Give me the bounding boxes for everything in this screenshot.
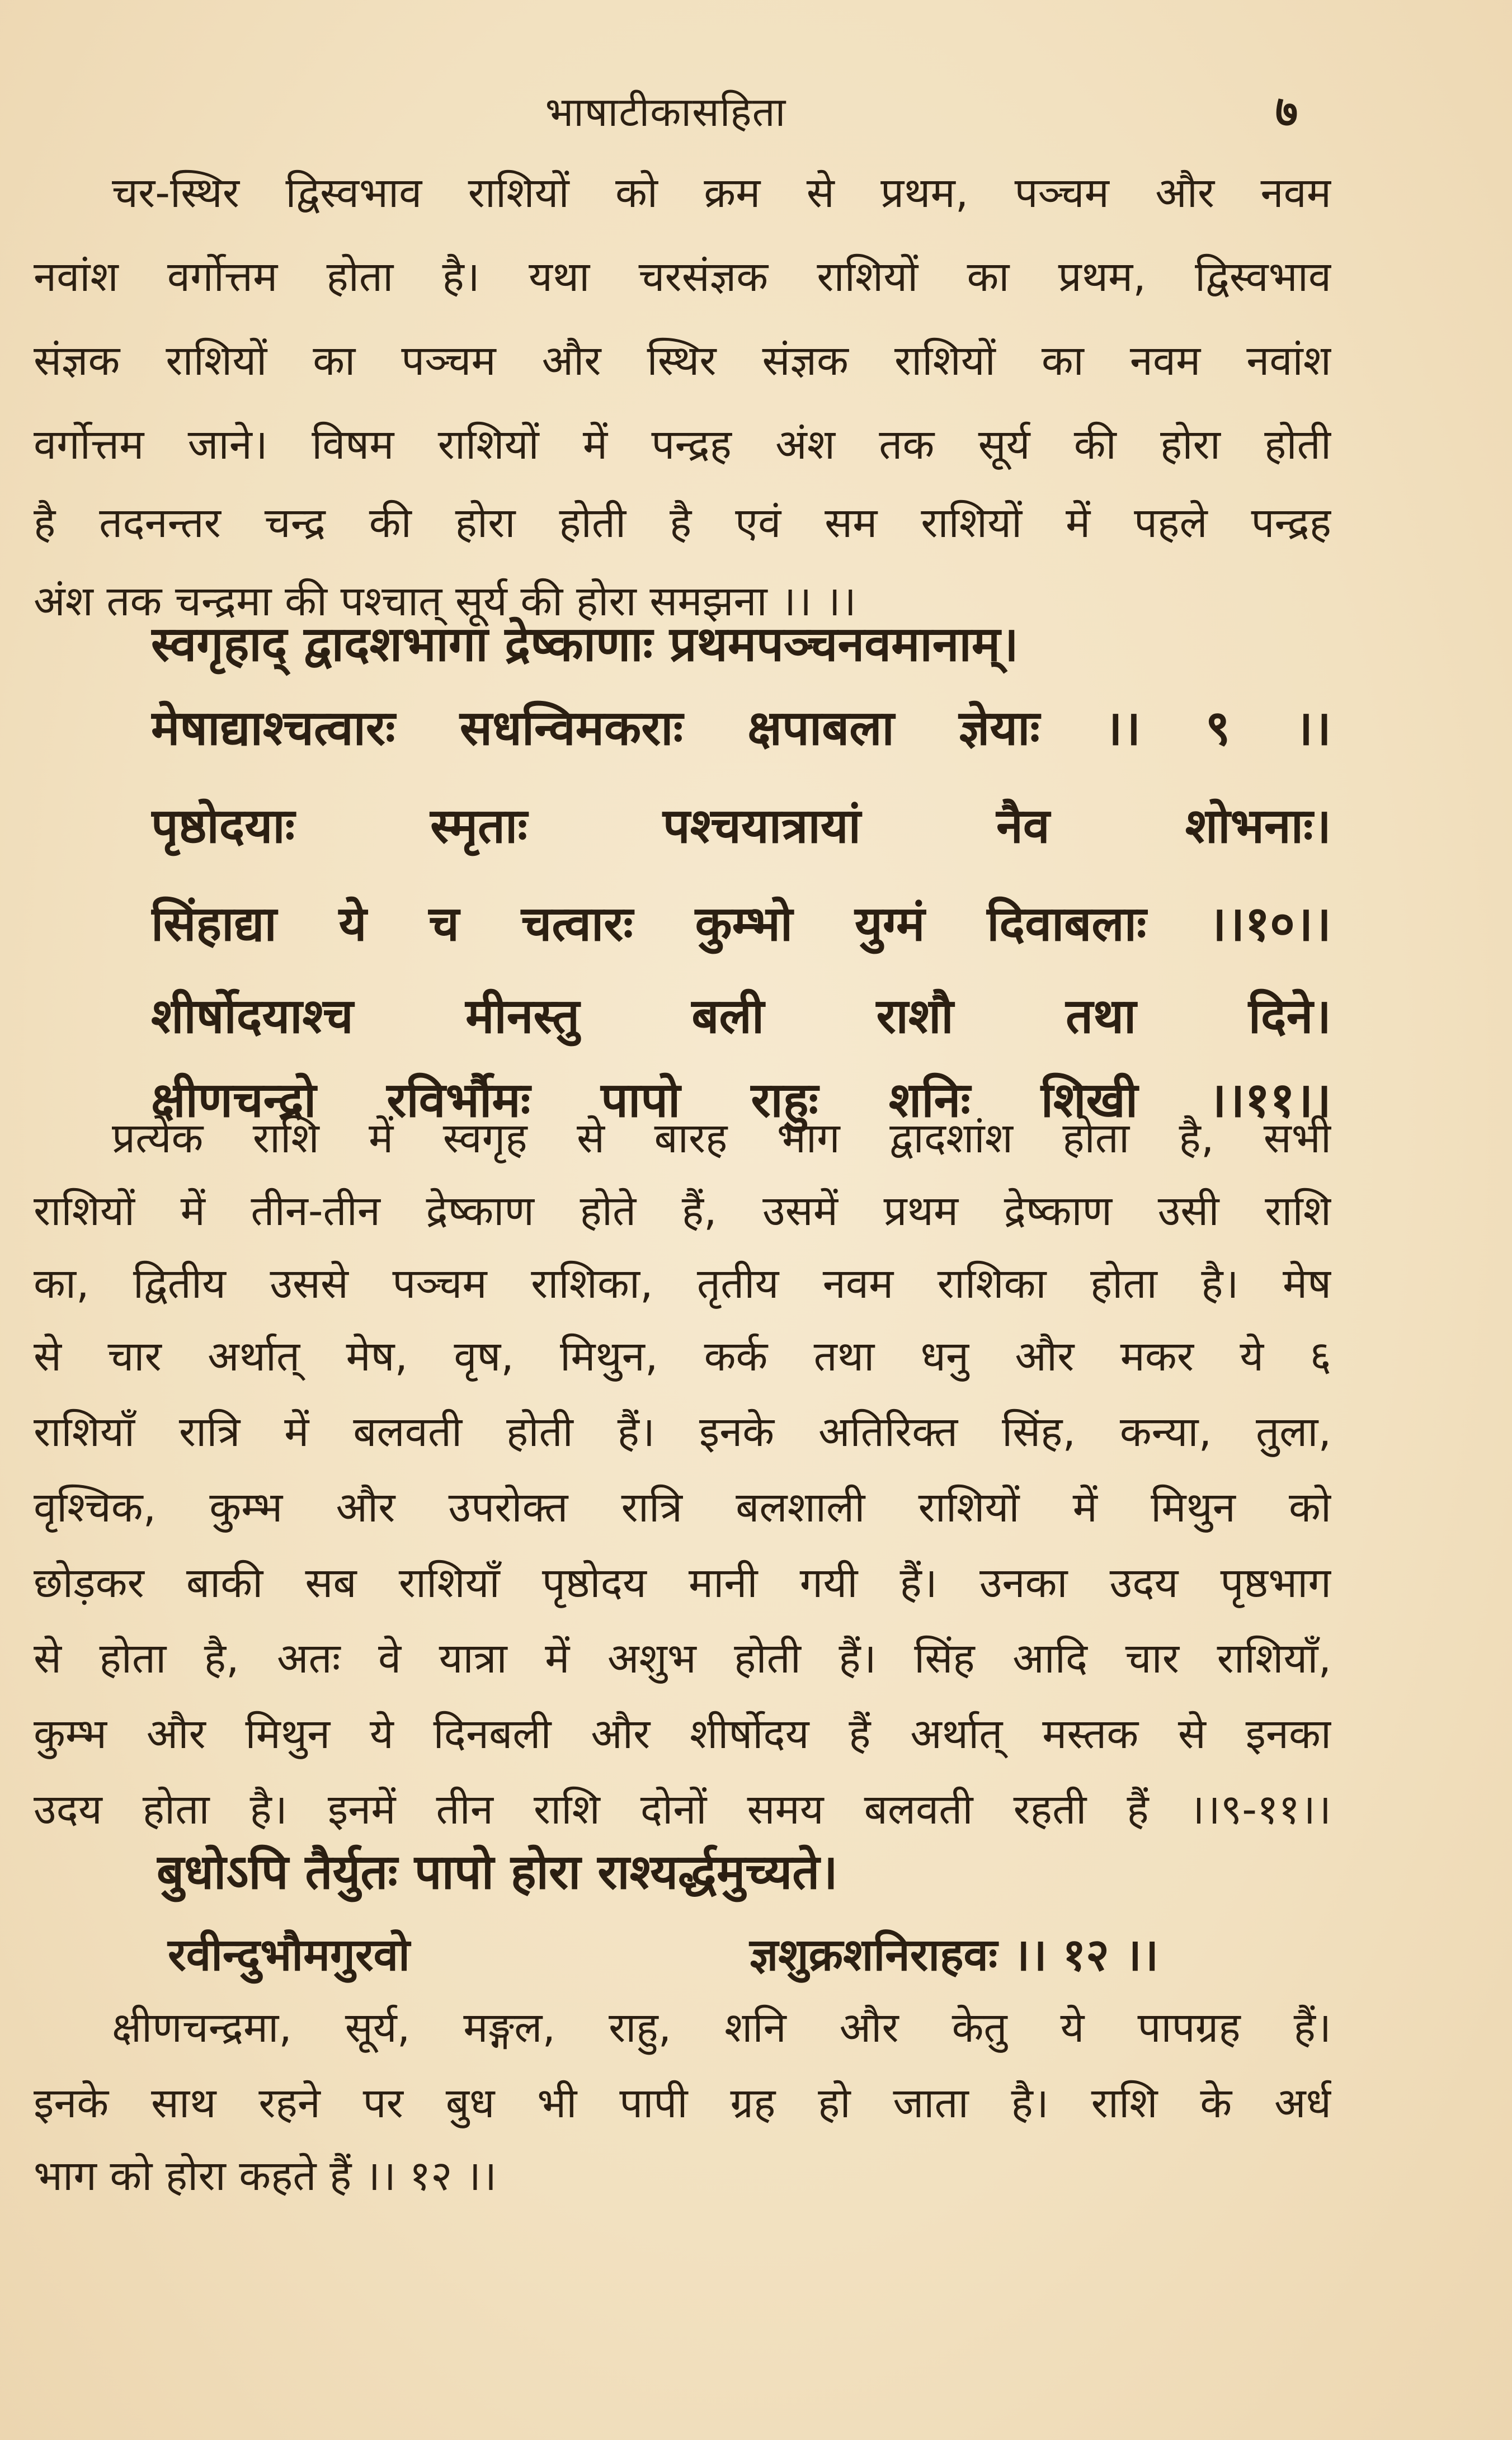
text-line: अंश तक चन्द्रमा की पश्चात् सूर्य की होरा समझना ।। ।।: [34, 577, 856, 625]
text-line: का, द्वितीय उससे पञ्चम राशिका, तृतीय नवम राशिका होता है। मेष: [34, 1260, 1331, 1308]
running-title: भाषाटीकासहिता: [545, 88, 786, 135]
text-line: राशियाँ रात्रि में बलवती होती हैं। इनके अतिरिक्त सिंह, कन्या, तुला,: [34, 1408, 1331, 1456]
verse-line: पृष्ठोदयाः स्मृताः पश्चयात्रायां नैव शोभनाः।: [151, 798, 1331, 854]
text-line: है तदनन्तर चन्द्र की होरा होती है एवं सम राशियों में पहले पन्द्रह: [34, 499, 1331, 547]
page-number: ७: [1275, 87, 1298, 137]
text-line: से होता है, अतः वे यात्रा में अशुभ होती हैं। सिंह आदि चार राशियाँ,: [34, 1634, 1331, 1683]
verse-line-right: ज्ञशुक्रशनिराहवः ।। १२ ।।: [750, 1929, 1159, 1981]
verse-line-left: रवीन्दुभौमगुरवो: [168, 1929, 410, 1981]
text-line: संज्ञक राशियों का पञ्चम और स्थिर संज्ञक राशियों का नवम नवांश: [34, 337, 1331, 385]
text-line: से चार अर्थात् मेष, वृष, मिथुन, कर्क तथा धनु और मकर ये ६: [34, 1332, 1331, 1381]
verse-line: शीर्षोदयाश्च मीनस्तु बली राशौ तथा दिने।: [151, 988, 1331, 1044]
text-line: इनके साथ रहने पर बुध भी पापी ग्रह हो जाता है। राशि के अर्ध: [34, 2079, 1331, 2127]
text-line: क्षीणचन्द्रमा, सूर्य, मङ्गल, राहु, शनि और केतु ये पापग्रह हैं।: [112, 2004, 1331, 2052]
text-line: कुम्भ और मिथुन ये दिनबली और शीर्षोदय हैं अर्थात् मस्तक से इनका: [34, 1710, 1331, 1758]
text-line: छोड़कर बाकी सब राशियाँ पृष्ठोदय मानी गयी हैं। उनका उदय पृष्ठभाग: [34, 1559, 1331, 1607]
verse-line: स्वगृहाद् द्वादशभागा द्रेष्काणाः प्रथमपञ्चनवमानाम्।: [151, 616, 1019, 672]
text-line: उदय होता है। इनमें तीन राशि दोनों समय बलवती रहती हैं ।।९-११।।: [34, 1786, 1331, 1834]
text-line: राशियों में तीन-तीन द्रेष्काण होते हैं, उसमें प्रथम द्रेष्काण उसी राशि: [34, 1187, 1331, 1235]
verse-line: सिंहाद्या ये च चत्वारः कुम्भो युग्मं दिवाबलाः ।।१०।।: [151, 896, 1331, 952]
text-line: वृश्चिक, कुम्भ और उपरोक्त रात्रि बलशाली राशियों में मिथुन को: [34, 1483, 1331, 1532]
page-header: [0, 78, 1512, 151]
text-line: वर्गोत्तम जाने। विषम राशियों में पन्द्रह अंश तक सूर्य की होरा होती: [34, 421, 1331, 469]
text-line: नवांश वर्गोत्तम होता है। यथा चरसंज्ञक राशियों का प्रथम, द्विस्वभाव: [34, 253, 1331, 301]
verse-line: क्षीणचन्द्रो रविर्भौमः पापो राहुः शनिः शिखी ।।११।।: [151, 1072, 1331, 1128]
verse-line: मेषाद्याश्चत्वारः सधन्विमकराः क्षपाबला ज्ञेयाः ।। ९ ।।: [151, 700, 1331, 756]
text-line: प्रत्येक राशि में स्वगृह से बारह भाग द्वादशांश होता है, सभी: [112, 1114, 1331, 1162]
verse-line-split: [168, 1913, 1337, 1997]
text-line: भाग को होरा कहते हैं ।। १२ ।।: [34, 2152, 497, 2200]
verse-line: बुधोऽपि तैर्युतः पापो होरा राश्यर्द्धमुच्यते।: [157, 1844, 838, 1900]
text-line: चर-स्थिर द्विस्वभाव राशियों को क्रम से प्रथम, पञ्चम और नवम: [112, 169, 1331, 217]
